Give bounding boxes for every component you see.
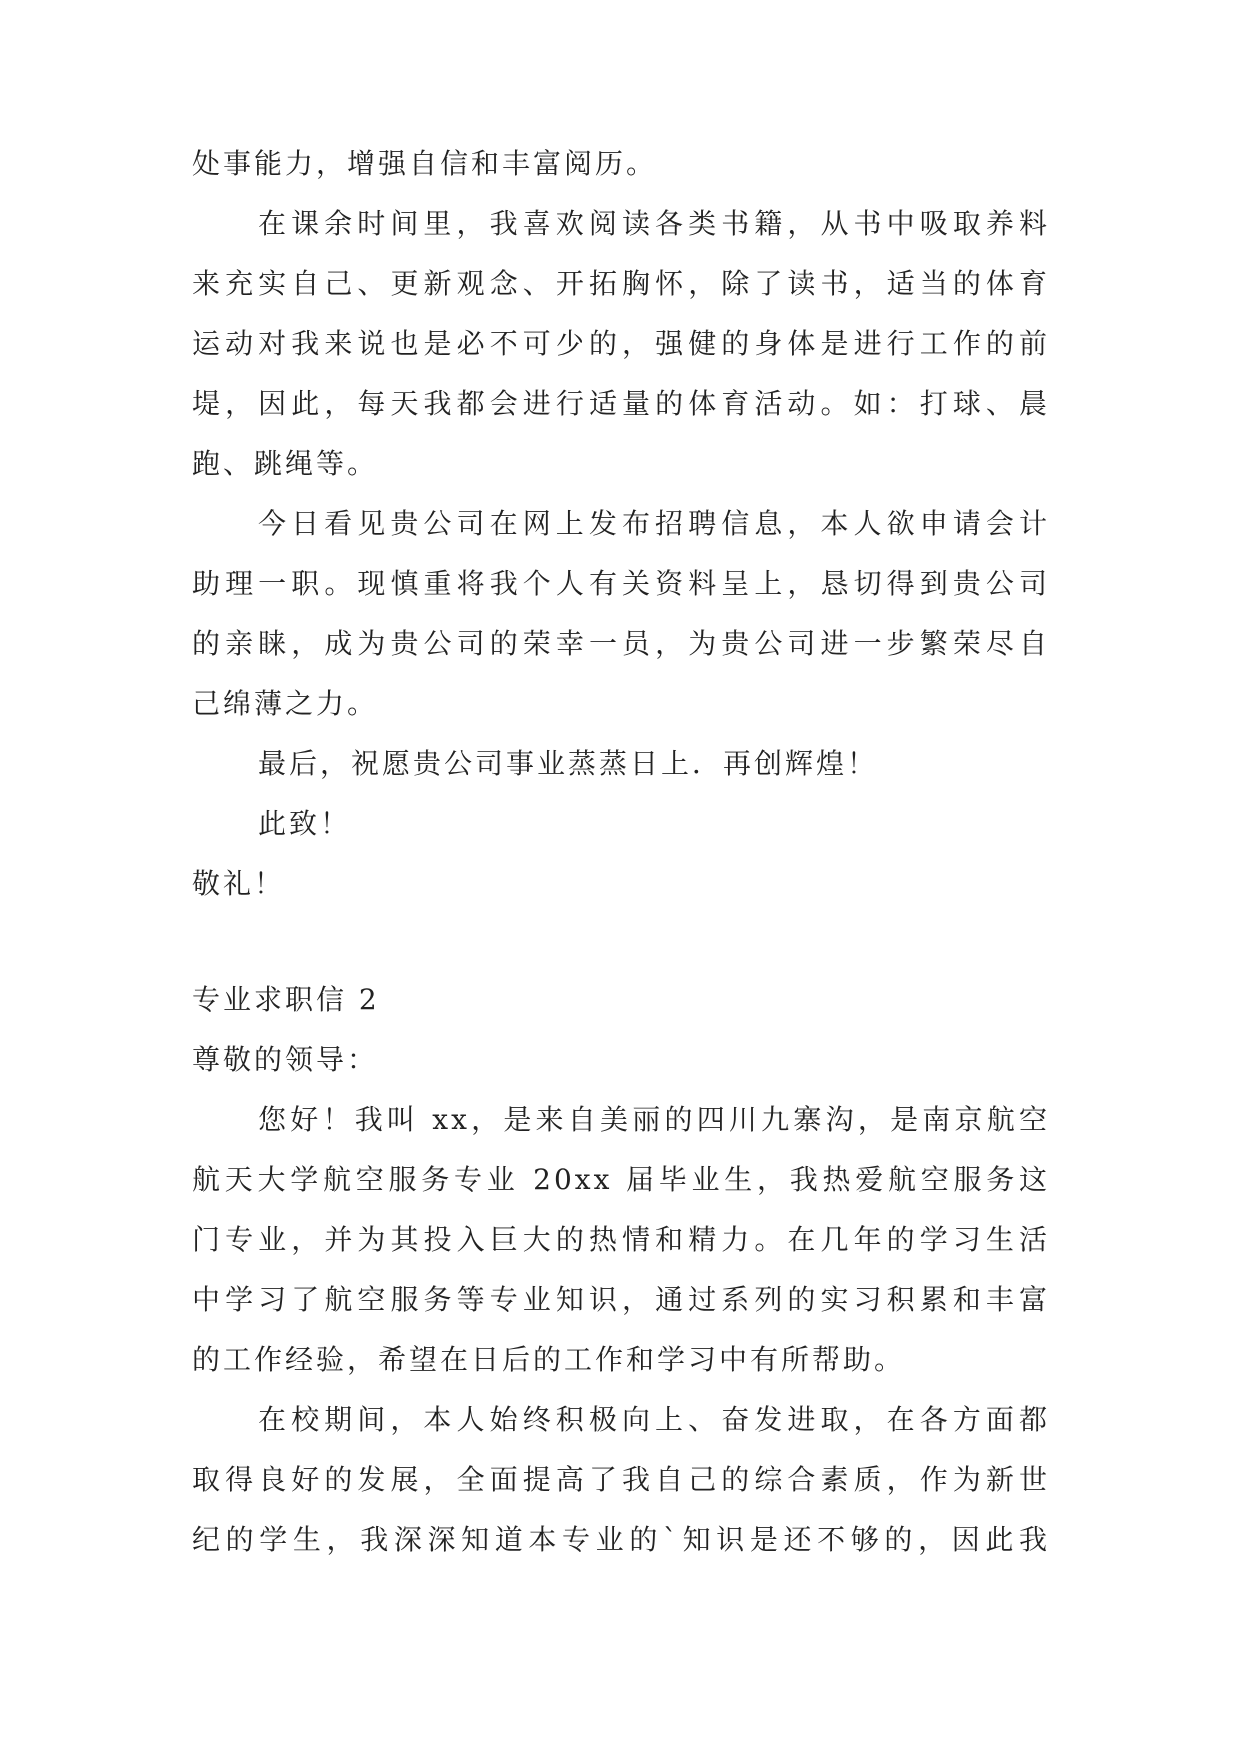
letter-body-2 — [192, 970, 1050, 1570]
body-line: 今日看见贵公司在网上发布招聘信息，本人欲申请会计 — [258, 507, 1050, 540]
closing-regards: 敬礼！ — [192, 867, 286, 900]
body-line: 在校期间，本人始终积极向上、奋发进取，在各方面都 — [258, 1403, 1050, 1436]
body-line: 处事能力，增强自信和丰富阅历。 — [192, 147, 658, 180]
body-line: 跑、跳绳等。 — [192, 447, 379, 480]
body-line: 门专业，并为其投入巨大的热情和精力。在几年的学习生活 — [192, 1223, 1050, 1256]
closing-salutation: 此致！ — [258, 807, 352, 840]
letter-greeting: 尊敬的领导： — [192, 1043, 379, 1076]
body-line: 助理一职。现慎重将我个人有关资料呈上，恳切得到贵公司 — [192, 567, 1050, 600]
body-line: 取得良好的发展，全面提高了我自己的综合素质，作为新世 — [192, 1463, 1050, 1496]
letter-body-1 — [192, 134, 1050, 914]
body-line: 来充实自己、更新观念、开拓胸怀，除了读书，适当的体育 — [192, 267, 1050, 300]
letter-title: 专业求职信 2 — [192, 983, 380, 1016]
body-line: 在课余时间里，我喜欢阅读各类书籍，从书中吸取养料 — [258, 207, 1050, 240]
body-line: 堤，因此，每天我都会进行适量的体育活动。如：打球、晨 — [192, 387, 1050, 420]
body-line: 的亲睐，成为贵公司的荣幸一员，为贵公司进一步繁荣尽自 — [192, 627, 1050, 660]
body-line: 航天大学航空服务专业 20xx 届毕业生，我热爱航空服务这 — [192, 1163, 1050, 1196]
body-line: 己绵薄之力。 — [192, 687, 379, 720]
body-line: 的工作经验，希望在日后的工作和学习中有所帮助。 — [192, 1343, 906, 1376]
body-line: 运动对我来说也是必不可少的，强健的身体是进行工作的前 — [192, 327, 1050, 360]
body-line: 中学习了航空服务等专业知识，通过系列的实习积累和丰富 — [192, 1283, 1050, 1316]
body-line: 纪的学生，我深深知道本专业的`知识是还不够的，因此我 — [192, 1523, 1050, 1556]
body-line: 您好！我叫 xx，是来自美丽的四川九寨沟，是南京航空 — [258, 1103, 1050, 1136]
closing-wish: 最后，祝愿贵公司事业蒸蒸日上．再创辉煌！ — [258, 747, 879, 780]
